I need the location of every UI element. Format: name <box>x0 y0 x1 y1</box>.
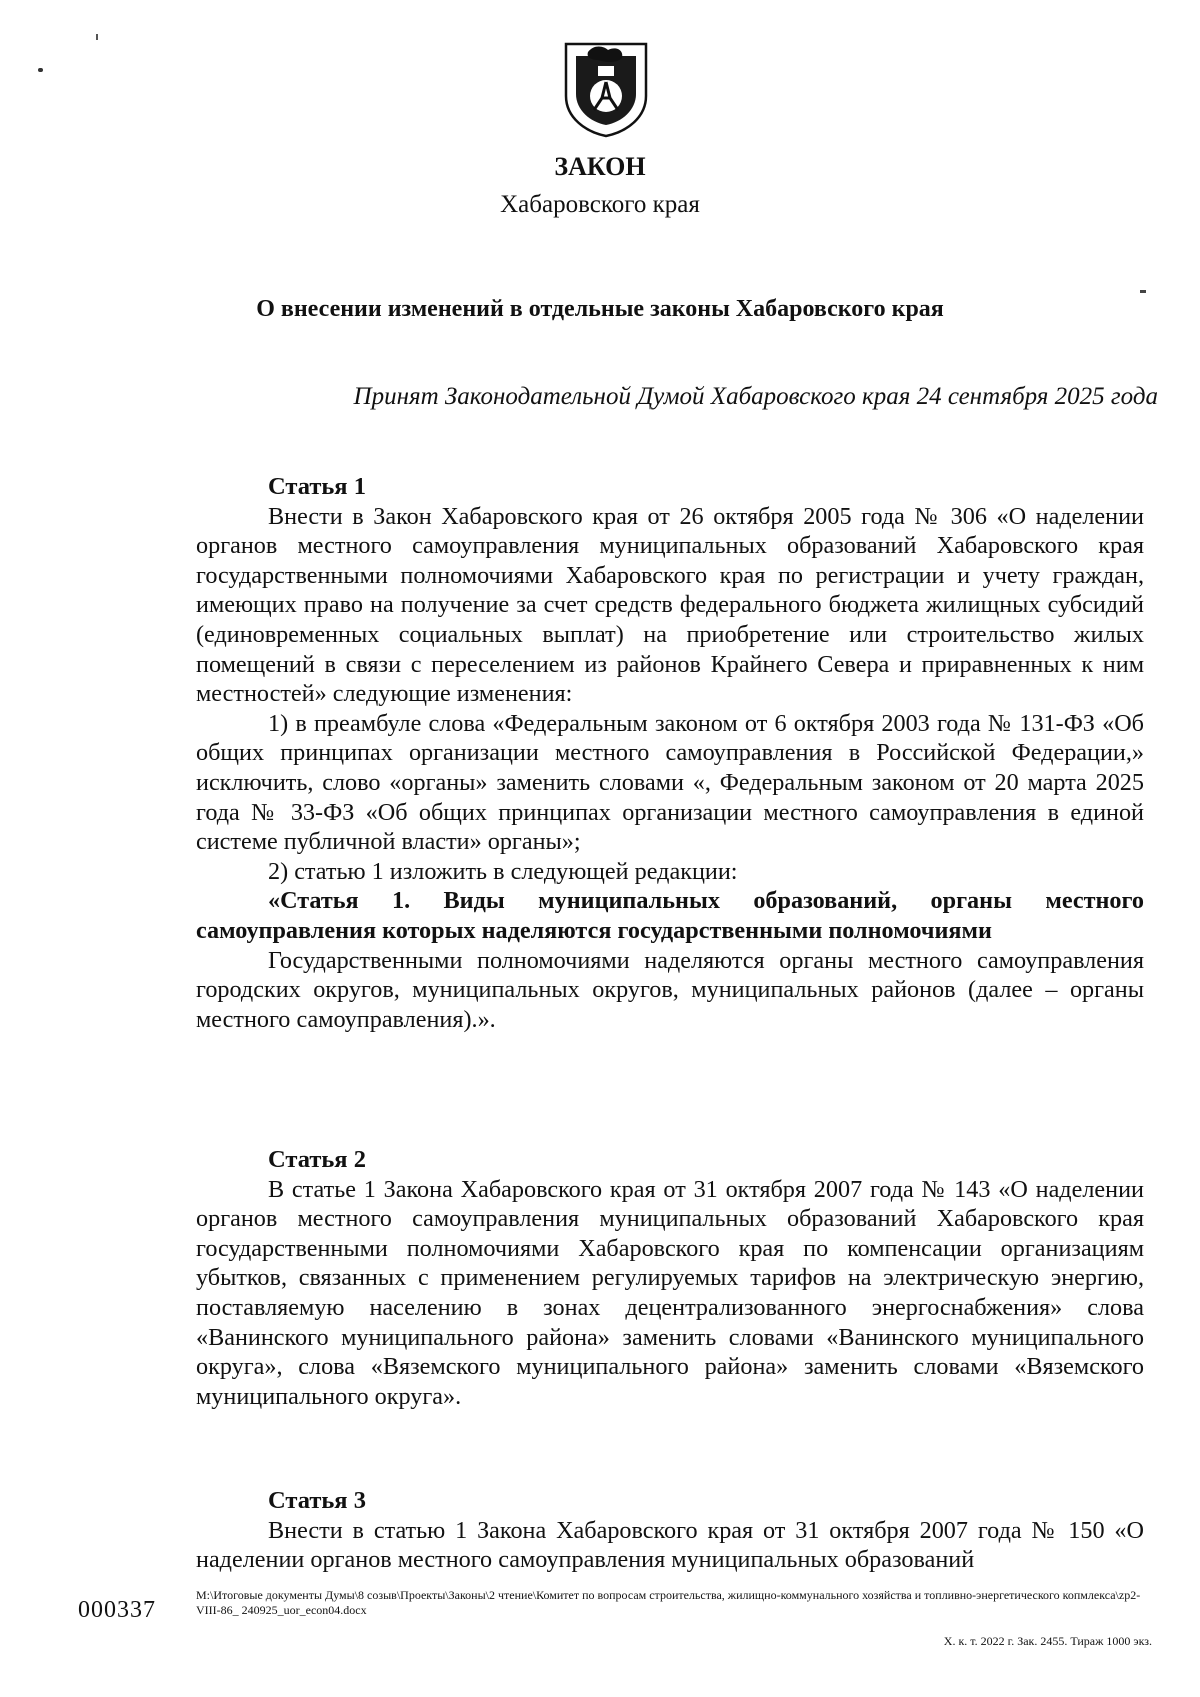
article-paragraph: В статье 1 Закона Хабаровского края от 31 октября 2007 года № 143 «О наделении органов местного самоуправления муниципальных образований Хабаровского края государственными полномочиями Хабаровского края по компенсации организациям убытков, связанных с применением регулируемых тарифов на электрическую энергию, поставляемую населению в зонах децентрализованного энергоснабжения» слова «Ванинского муниципального района» заменить словами «Ванинского муниципального округа», слова «Вяземского муниципального района» заменить словами «Вяземского муниципального округа». <box>196 1175 1144 1410</box>
article-heading: Статья 3 <box>268 1487 366 1514</box>
document-type: ЗАКОН <box>554 152 646 181</box>
region-name: Хабаровского края <box>500 191 700 218</box>
article-3 <box>196 1486 1144 1575</box>
article-paragraph: Государственными полномочиями наделяются органы местного самоуправления городских округов, муниципальных округов, муниципальных районов (далее – органы местного самоуправления).». <box>196 946 1144 1033</box>
adoption-line: Принят Законодательной Думой Хабаровского края 24 сентября 2025 года <box>353 383 1158 410</box>
article-paragraph: Внести в статью 1 Закона Хабаровского края от 31 октября 2007 года № 150 «О наделении органов местного самоуправления муниципальных образований <box>196 1516 1144 1574</box>
article-paragraph: 2) статью 1 изложить в следующей редакции: <box>268 857 738 885</box>
article-1 <box>196 472 1144 1034</box>
scan-speck <box>96 34 98 40</box>
quoted-article-heading: «Статья 1. Виды муниципальных образований, органы местного самоуправления которых наделяются государственными полномочиями <box>196 887 1144 944</box>
article-paragraph: Внести в Закон Хабаровского края от 26 октября 2005 года № 306 «О наделении органов местного самоуправления муниципальных образований Хабаровского края государственными полномочиями Хабаровского края по регистрации и учету граждан, имеющих право на получение за счет средств федерального бюджета жилищных субсидий (единовременных социальных выплат) на приобретение или строительство жилых помещений в связи с переселением из районов Крайнего Севера и приравненных к ним местностей» следующие изменения: <box>196 502 1144 708</box>
article-2 <box>196 1145 1144 1411</box>
article-paragraph: 1) в преамбуле слова «Федеральным законом от 6 октября 2003 года № 131-ФЗ «Об общих принципах организации местного самоуправления в Российской Федерации,» исключить, слово «органы» заменить словами «, Федеральным законом от 20 марта 2025 года № 33-ФЗ «Об общих принципах организации местного самоуправления в единой системе публичной власти» органы»; <box>196 709 1144 856</box>
law-title: О внесении изменений в отдельные законы Хабаровского края <box>256 296 944 322</box>
scan-speck <box>1140 290 1146 293</box>
registration-number: 000337 <box>78 1597 156 1623</box>
coat-of-arms-icon <box>560 38 652 138</box>
article-heading: Статья 2 <box>268 1146 366 1173</box>
file-path: M:\Итоговые документы Думы\8 созыв\Проекты\Законы\2 чтение\Комитет по вопросам строительства, жилищно-коммунального хозяйства и топливно-энергетического копмлекса\zp2-VIII-86_ 240925_uor_econ04.docx <box>196 1588 1141 1617</box>
print-info: Х. к. т. 2022 г. Зак. 2455. Тираж 1000 экз. <box>943 1634 1152 1648</box>
scan-speck <box>38 68 43 72</box>
article-heading: Статья 1 <box>268 473 366 500</box>
